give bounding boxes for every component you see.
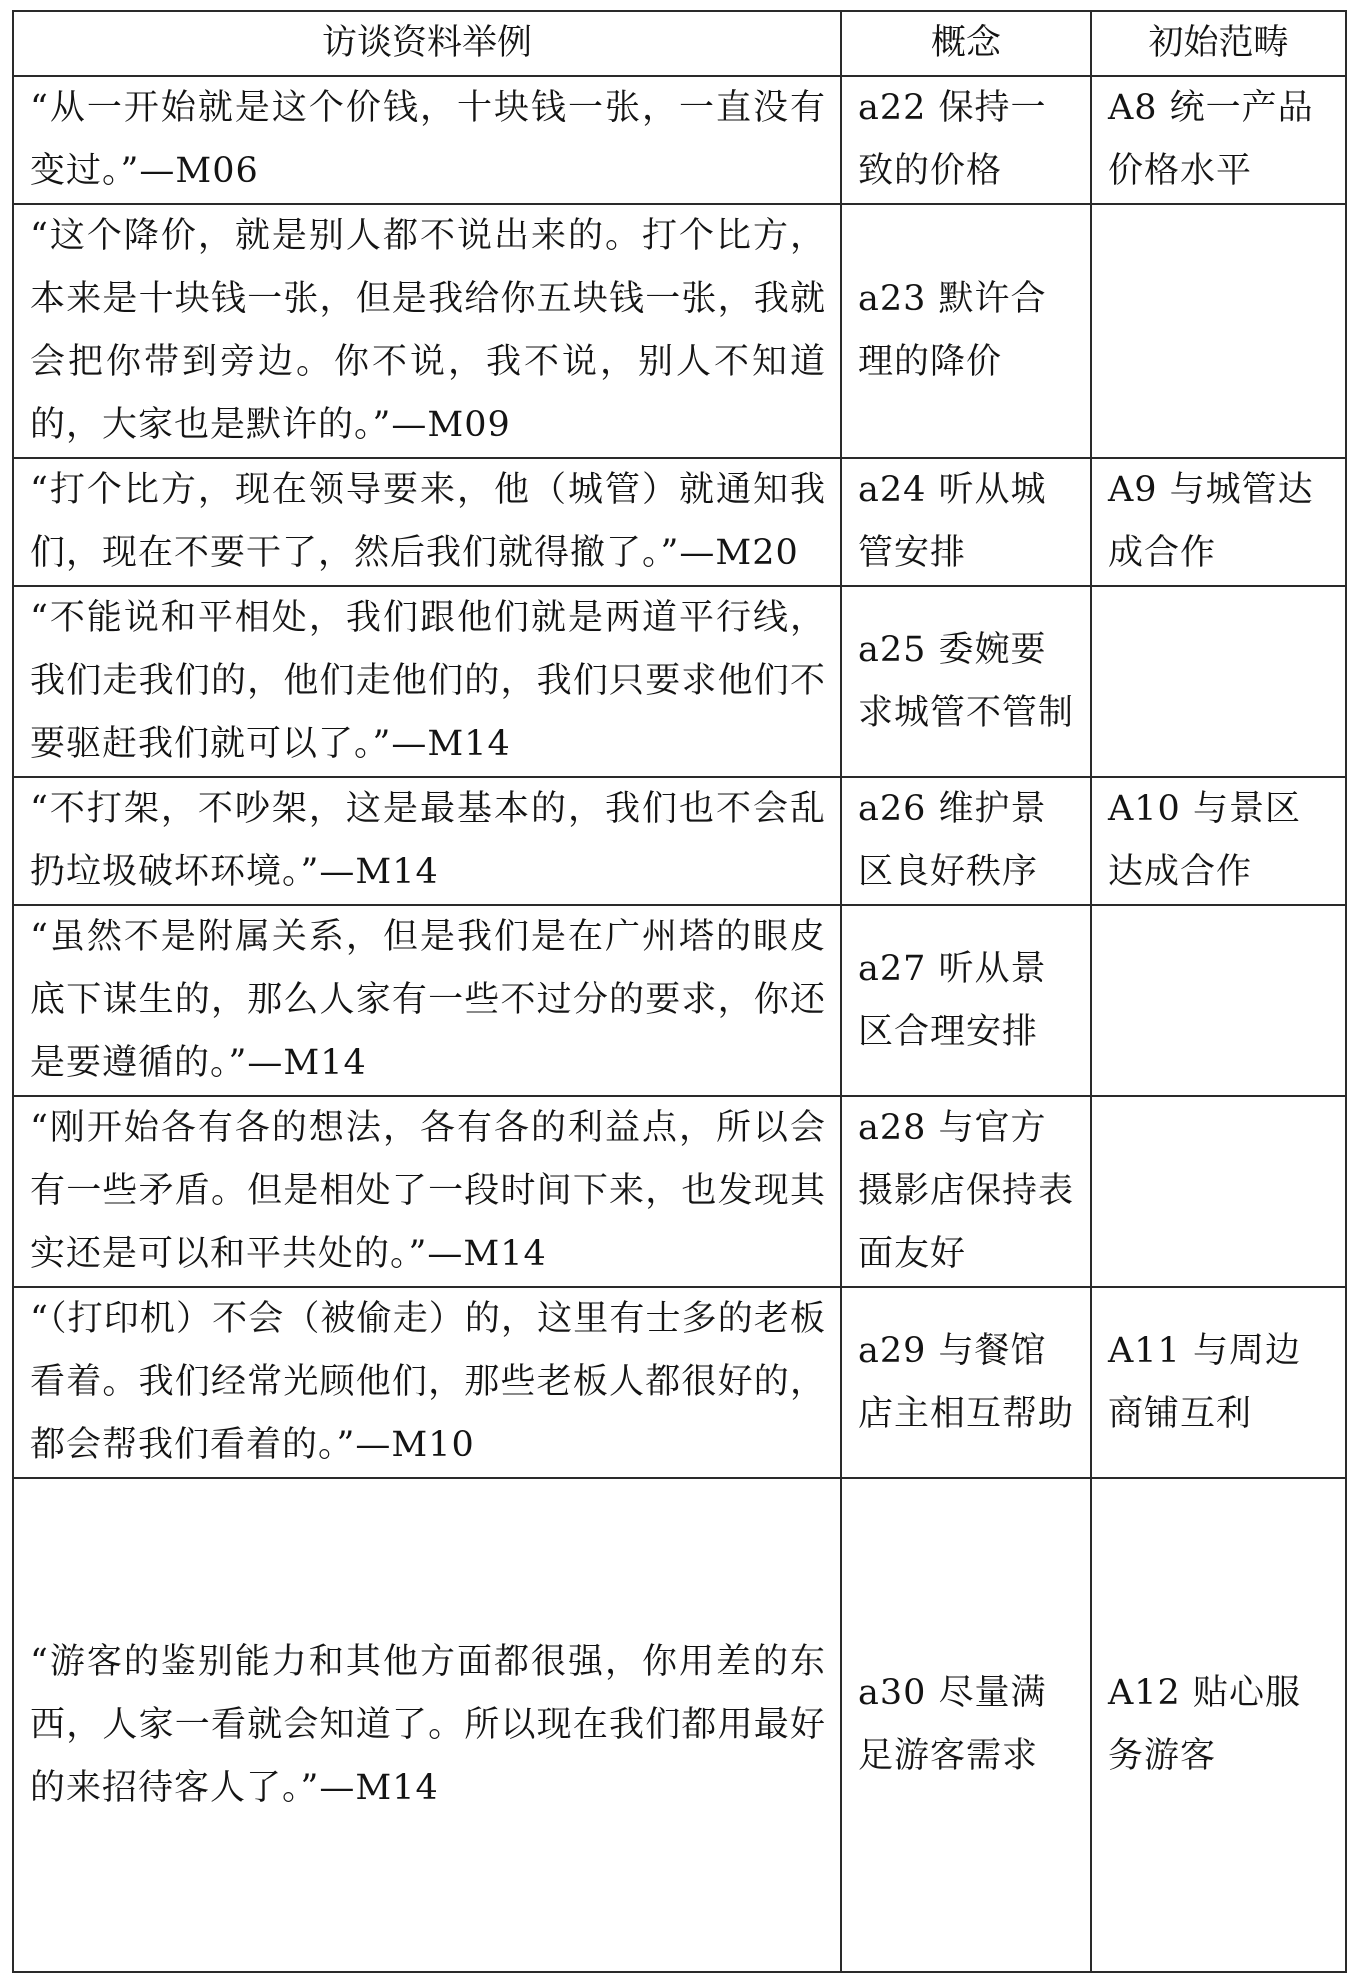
category-cell: A8 统一产品价格水平	[1091, 76, 1346, 204]
table-row	[13, 777, 1346, 905]
header-row	[13, 11, 1346, 76]
category-cell: A10 与景区达成合作	[1091, 777, 1346, 905]
category-cell	[1091, 1096, 1346, 1287]
table-row	[13, 1287, 1346, 1478]
quote-cell: “不能说和平相处，我们跟他们就是两道平行线，我们走我们的，他们走他们的，我们只要求他们不要驱赶我们就可以了。”—M14	[13, 586, 841, 777]
concept-cell: a30 尽量满足游客需求	[841, 1478, 1091, 1972]
quote-cell: “刚开始各有各的想法，各有各的利益点，所以会有一些矛盾。但是相处了一段时间下来，也发现其实还是可以和平共处的。”—M14	[13, 1096, 841, 1287]
quote-cell: “这个降价，就是别人都不说出来的。打个比方，本来是十块钱一张，但是我给你五块钱一张，我就会把你带到旁边。你不说，我不说，别人不知道的，大家也是默许的。”—M09	[13, 204, 841, 458]
header-concept: 概念	[841, 11, 1091, 76]
category-cell: A9 与城管达成合作	[1091, 458, 1346, 586]
category-cell	[1091, 586, 1346, 777]
quote-cell: “（打印机）不会（被偷走）的，这里有士多的老板看着。我们经常光顾他们，那些老板人都很好的，都会帮我们看着的。”—M10	[13, 1287, 841, 1478]
table-row	[13, 1478, 1346, 1972]
quote-cell: “虽然不是附属关系，但是我们是在广州塔的眼皮底下谋生的，那么人家有一些不过分的要求，你还是要遵循的。”—M14	[13, 905, 841, 1096]
concept-cell: a24 听从城管安排	[841, 458, 1091, 586]
quote-cell: “游客的鉴别能力和其他方面都很强，你用差的东西，人家一看就会知道了。所以现在我们都用最好的来招待客人了。”—M14	[13, 1478, 841, 1972]
table-row	[13, 1096, 1346, 1287]
concept-cell: a22 保持一致的价格	[841, 76, 1091, 204]
coding-table	[12, 10, 1347, 1973]
concept-cell: a29 与餐馆店主相互帮助	[841, 1287, 1091, 1478]
concept-cell: a28 与官方摄影店保持表面友好	[841, 1096, 1091, 1287]
header-category: 初始范畴	[1091, 11, 1346, 76]
concept-cell: a23 默许合理的降价	[841, 204, 1091, 458]
quote-cell: “从一开始就是这个价钱，十块钱一张，一直没有变过。”—M06	[13, 76, 841, 204]
concept-cell: a27 听从景区合理安排	[841, 905, 1091, 1096]
quote-cell: “打个比方，现在领导要来，他（城管）就通知我们，现在不要干了，然后我们就得撤了。”—M20	[13, 458, 841, 586]
category-cell	[1091, 204, 1346, 458]
concept-cell: a26 维护景区良好秩序	[841, 777, 1091, 905]
table-row	[13, 76, 1346, 204]
table-row	[13, 905, 1346, 1096]
table-row	[13, 458, 1346, 586]
category-cell	[1091, 905, 1346, 1096]
header-quote: 访谈资料举例	[13, 11, 841, 76]
table-row	[13, 204, 1346, 458]
concept-cell: a25 委婉要求城管不管制	[841, 586, 1091, 777]
category-cell: A11 与周边商铺互利	[1091, 1287, 1346, 1478]
category-cell: A12 贴心服务游客	[1091, 1478, 1346, 1972]
table-row	[13, 586, 1346, 777]
quote-cell: “不打架，不吵架，这是最基本的，我们也不会乱扔垃圾破坏环境。”—M14	[13, 777, 841, 905]
